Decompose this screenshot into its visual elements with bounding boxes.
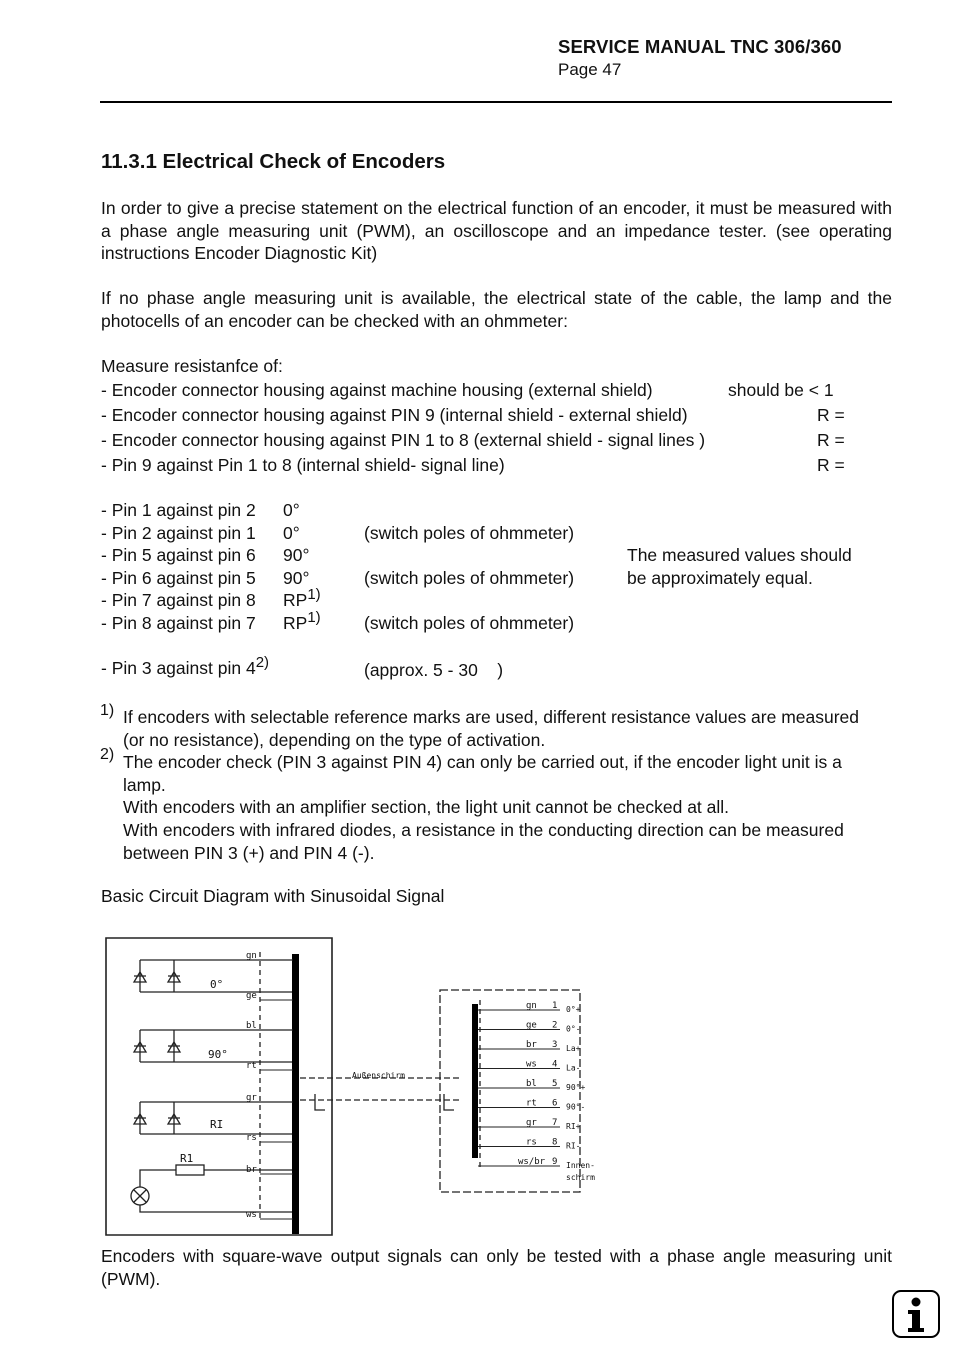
pin-note: (switch poles of ohmmeter) <box>364 568 575 588</box>
footnote-mark-1: 1) <box>100 702 115 719</box>
right-wire-color: ge <box>526 1020 537 1031</box>
resistor-label: R1 <box>180 1152 194 1165</box>
measure-row: - Encoder connector housing against PIN 9 (internal shield - external shield) <box>101 405 688 425</box>
footnote-1: If encoders with selectable reference marks are used, different resistance values are measured (or no resistance), depending on the type of activation. <box>123 707 860 750</box>
footnote-mark-2: 2) <box>100 746 115 763</box>
diagram-caption: Basic Circuit Diagram with Sinusoidal Signal <box>101 886 445 906</box>
footnote-ref: 2) <box>255 654 270 671</box>
circuit-diagram <box>100 930 620 1240</box>
footnote-2-line-3: With encoders with infrared diodes, a resistance in the conducting direction can be measured between PIN 3 (+) and PIN 4 (-). <box>123 820 844 863</box>
left-wire-label: ge <box>246 991 257 1001</box>
measure-row: - Pin 9 against Pin 1 to 8 (internal shield- signal line) <box>101 455 505 475</box>
pins-side-note-1: The measured values should <box>627 545 852 565</box>
pin-value: 90° <box>283 545 310 565</box>
right-pin-number: 2 <box>552 1020 558 1031</box>
right-signal-label: RI+ <box>566 1122 581 1131</box>
left-wire-label: rt <box>246 1061 257 1071</box>
cell-label: RI <box>210 1118 224 1131</box>
measure-row: - Encoder connector housing against PIN 1 to 8 (external shield - signal lines ) <box>101 430 706 450</box>
right-signal-label: RI- <box>566 1141 581 1151</box>
info-icon-glyph <box>894 1292 938 1336</box>
right-pin-number: 9 <box>552 1157 558 1167</box>
pin-note: (switch poles of ohmmeter) <box>364 613 575 633</box>
measure-value: R = <box>817 405 845 425</box>
right-wire-color: ws/br <box>518 1157 546 1167</box>
right-wire-color: bl <box>526 1079 537 1089</box>
inner-shield-label-2: schirm <box>566 1173 595 1182</box>
measure-row: - Encoder connector housing against machine housing (external shield) <box>101 380 653 400</box>
right-signal-label: 0°- <box>566 1024 581 1034</box>
pin-row: - Pin 7 against pin 8 <box>101 590 256 610</box>
pin-row: - Pin 8 against pin 7 <box>101 613 256 633</box>
right-wire-color: gr <box>526 1118 537 1128</box>
footnote-ref: 1) <box>307 586 321 603</box>
right-signal-label: La- <box>566 1063 581 1073</box>
right-pin-number: 6 <box>552 1098 558 1109</box>
right-wire-color: br <box>526 1040 537 1050</box>
intro-paragraph-1: In order to give a precise statement on the electrical function of an encoder, it must be measured with a phase angle measuring unit (PWM), an oscilloscope and an impedance tester. (see operating instructions Encoder Diagnostic Kit) <box>101 198 892 263</box>
right-signal-label: 0°+ <box>566 1005 581 1014</box>
left-wire-label: bl <box>246 1021 257 1031</box>
closing-paragraph: Encoders with square-wave output signals can only be tested with a phase angle measuring unit (PWM). <box>101 1246 892 1289</box>
pin-row: - Pin 1 against pin 2 <box>101 500 256 520</box>
pin-row: - Pin 5 against pin 6 <box>101 545 256 565</box>
cell-label: 0° <box>210 978 224 991</box>
pin-value: 90° <box>283 568 310 588</box>
right-pin-number: 5 <box>552 1079 558 1089</box>
pin-row: - Pin 2 against pin 1 <box>101 523 256 543</box>
right-pin-number: 4 <box>552 1059 558 1070</box>
right-wire-color: rs <box>526 1137 537 1148</box>
pin-note: (switch poles of ohmmeter) <box>364 523 575 543</box>
pin3-row: - Pin 3 against pin 42) <box>101 654 270 678</box>
left-wire-label: gr <box>246 1093 257 1103</box>
cell-label: 90° <box>208 1048 228 1061</box>
left-wire-label: gn <box>246 951 257 961</box>
pins-side-note-2: be approximately equal. <box>627 568 813 588</box>
page-number: Page 47 <box>558 60 622 79</box>
right-wire-color: ws <box>526 1059 537 1070</box>
pin-value: 0° <box>283 523 300 543</box>
right-pin-number: 3 <box>552 1040 558 1050</box>
measure-value: should be < 1 <box>728 380 834 400</box>
left-wire-label: ws <box>246 1210 257 1220</box>
manual-title: SERVICE MANUAL TNC 306/360 <box>558 36 842 57</box>
right-signal-label: Innen- <box>566 1161 595 1170</box>
info-icon <box>892 1290 940 1338</box>
footnote-2-line-2: With encoders with an amplifier section, the light unit cannot be checked at all. <box>123 797 730 817</box>
left-wire-label: rs <box>246 1133 257 1143</box>
outer-shield-label: Außenschirm <box>352 1071 405 1080</box>
right-wire-color: gn <box>526 1001 537 1011</box>
header-divider <box>100 101 892 103</box>
left-wire-label: br <box>246 1165 257 1175</box>
pin-value: RP1) <box>283 609 321 633</box>
right-wire-color: rt <box>526 1098 537 1109</box>
section-title: 11.3.1 Electrical Check of Encoders <box>101 150 446 173</box>
pin3-note: (approx. 5 - 30 ) <box>364 660 504 680</box>
measure-heading: Measure resistanfce of: <box>101 356 283 376</box>
right-signal-label: 90°- <box>566 1102 586 1112</box>
intro-paragraph-2: If no phase angle measuring unit is available, the electrical state of the cable, the lamp and the photocells of an encoder can be checked with an ohmmeter: <box>101 288 892 331</box>
right-signal-label: 90°+ <box>566 1083 586 1092</box>
right-pin-number: 8 <box>552 1137 558 1148</box>
right-pin-number: 7 <box>552 1118 558 1128</box>
measure-value: R = <box>817 430 845 450</box>
pin-value: RP1) <box>283 586 321 610</box>
footnote-ref: 1) <box>307 609 321 626</box>
pin-row: - Pin 6 against pin 5 <box>101 568 256 588</box>
footnote-2-line-1: The encoder check (PIN 3 against PIN 4) can only be carried out, if the encoder light unit is a lamp. <box>123 752 842 795</box>
right-pin-number: 1 <box>552 1001 558 1011</box>
right-signal-label: La+ <box>566 1044 581 1053</box>
measure-value: R = <box>817 455 845 475</box>
pin-value: 0° <box>283 500 300 520</box>
